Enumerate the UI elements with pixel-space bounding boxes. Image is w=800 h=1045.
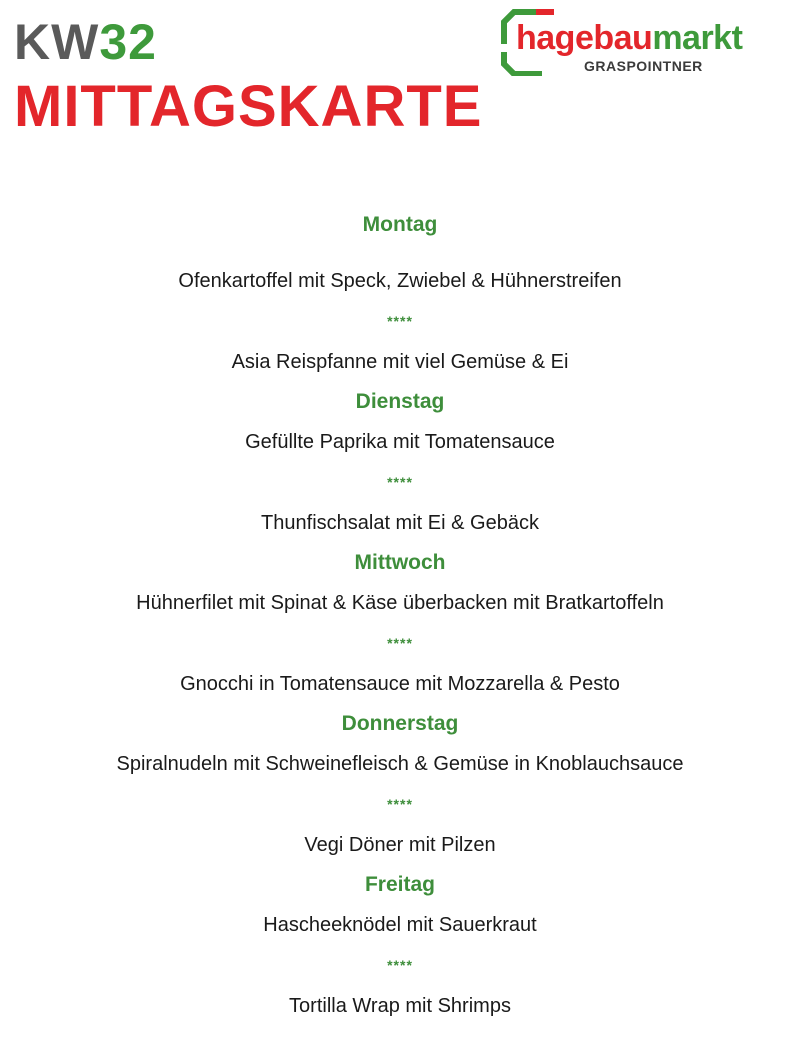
page-header	[0, 0, 800, 150]
day-heading: Montag	[362, 213, 438, 236]
hagebaumarkt-logo	[498, 6, 788, 76]
day-block-mittwoch	[0, 543, 800, 704]
dish-item: Gnocchi in Tomatensauce mit Mozzarella & Pesto	[180, 673, 620, 695]
calendar-week	[14, 14, 157, 70]
dish-separator: ****	[387, 474, 413, 490]
dish-separator: ****	[387, 635, 413, 651]
dish-item: Spiralnudeln mit Schweinefleisch & Gemüse in Knoblauchsauce	[116, 753, 684, 775]
dish-separator: ****	[387, 957, 413, 973]
dish-item: Ofenkartoffel mit Speck, Zwiebel & Hühnerstreifen	[178, 270, 622, 292]
logo-brand-part2: markt	[652, 19, 743, 57]
dish-separator: ****	[387, 796, 413, 812]
calendar-week-label: KW	[14, 14, 100, 70]
day-heading: Dienstag	[355, 390, 445, 413]
dish-separator: ****	[387, 313, 413, 329]
dish-item: Hascheeknödel mit Sauerkraut	[263, 914, 537, 936]
lunch-menu	[0, 205, 800, 1026]
day-block-dienstag	[0, 382, 800, 543]
calendar-week-number: 32	[99, 14, 157, 70]
dish-item: Gefüllte Paprika mit Tomatensauce	[245, 431, 555, 453]
dish-item: Thunfischsalat mit Ei & Gebäck	[261, 512, 539, 534]
day-heading: Donnerstag	[341, 712, 459, 735]
day-block-freitag	[0, 865, 800, 1026]
dish-item: Asia Reispfanne mit viel Gemüse & Ei	[231, 351, 569, 373]
page-title: MITTAGSKARTE	[14, 74, 483, 139]
logo-brand-name	[516, 20, 742, 56]
day-heading: Freitag	[364, 873, 435, 896]
logo-brand-part1: hagebau	[516, 19, 653, 57]
dish-item: Hühnerfilet mit Spinat & Käse überbacken mit Bratkartoffeln	[136, 592, 664, 614]
dish-item: Tortilla Wrap mit Shrimps	[289, 995, 511, 1017]
logo-subtitle: GRASPOINTNER	[584, 58, 703, 74]
day-block-montag	[0, 205, 800, 382]
dish-item: Vegi Döner mit Pilzen	[304, 834, 496, 856]
day-block-donnerstag	[0, 704, 800, 865]
day-heading: Mittwoch	[354, 551, 446, 574]
